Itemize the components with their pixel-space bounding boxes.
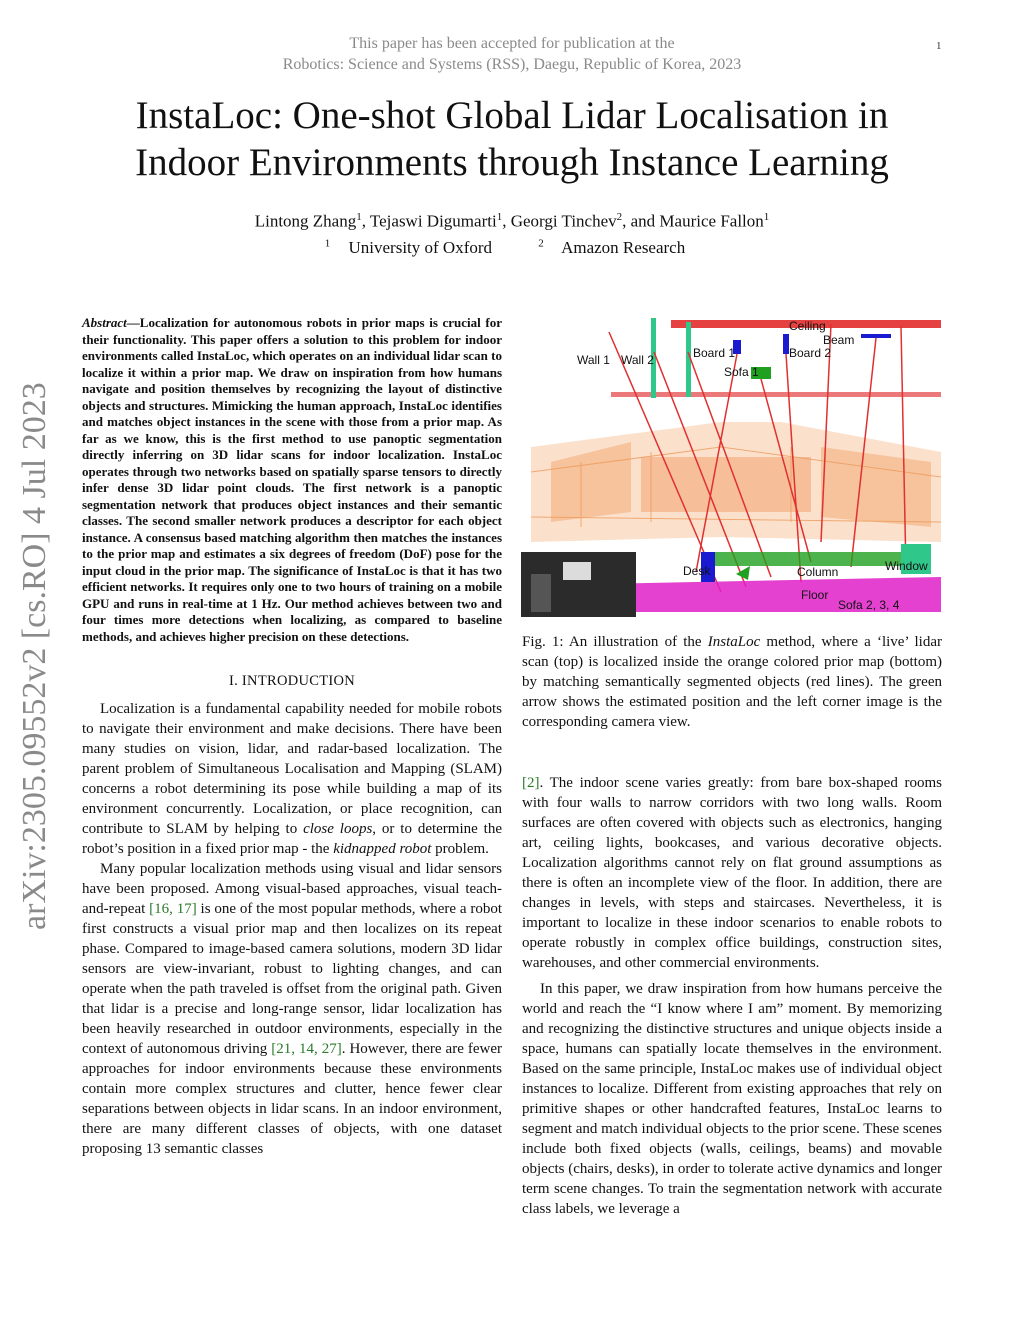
- label-beam: Beam: [823, 333, 855, 347]
- affiliations: [0, 233, 1024, 260]
- label-desk: Desk: [683, 564, 711, 578]
- citation-link[interactable]: [2]: [522, 775, 540, 791]
- title-line-2: Indoor Environments through Instance Learning: [135, 141, 889, 184]
- affiliation-mark: 1: [356, 211, 362, 223]
- abstract-text: —Localization for autonomous robots in prior maps is crucial for their functionality. This paper offers a solution to this problem for indoor environments called InstaLoc, which operates on an individual lidar scan to localize it within a prior map. We draw on inspiration from how humans navigate and position themselves by recognizing the layout of distinctive objects and structures. Mimicking the human approach, InstaLoc identifies and matches object instances in the scene with those from a prior map. As far as we know, this is the first method to use panoptic segmentation directly inferring on 3D lidar scans for indoor localization. InstaLoc operates through two networks based on spatially sparse tensors to directly infer dense 3D lidar point clouds. The first network is a panoptic segmentation network that produces object instances and their semantic classes. The second smaller network produces a descriptor for each object instance. A consensus based matching algorithm then matches the instances to the prior map and estimates a six degrees of freedom (DoF) pose for the input cloud in the prior map. The significance of InstaLoc is that it has two efficient networks. It requires only one to two hours of training on a mobile GPU and runs in real-time at 1 Hz. Our method achieves between two and four times more detections when localizing, as compared to baseline methods, and achieves higher precision on these detections.: [82, 315, 502, 644]
- label-sofa-1: Sofa 1: [724, 365, 759, 379]
- intro-paragraph-3: In this paper, we draw inspiration from how humans perceive the world and reach the “I know where I am” moment. By memorizing and recognizing the distinctive structures and unique objects inside a space, humans can spatially locate themselves in the environment. Based on the same principle, InstaLoc makes use of individual object instances to localize. Different from existing approaches that rely on primitive shapes or other handcrafted features, InstaLoc learns to segment and match individual objects to the prior scene. These scenes include both fixed objects (walls, ceilings, beams) and movable objects (chairs, desks), in order to tolerate active dynamics and longer term scene changes. To train the segmentation network with accurate class labels, we leverage a: [522, 981, 943, 1217]
- map-objects: [701, 552, 901, 566]
- label-ceiling: Ceiling: [789, 319, 826, 333]
- affiliation-mark: 2: [538, 237, 544, 250]
- affiliation-mark: 1: [763, 211, 770, 223]
- notice-line-2: Robotics: Science and Systems (RSS), Daegu, Republic of Korea, 2023: [282, 56, 742, 73]
- section-heading-introduction: I. INTRODUCTION: [228, 673, 356, 689]
- intro-paragraph-1: [82, 699, 502, 859]
- paragraph-text: , or to determine the robot’s position in a fixed prior map - the: [82, 821, 502, 857]
- arxiv-identifier: arXiv:2305.09552v2 [cs.RO] 4 Jul 2023: [16, 382, 53, 930]
- paragraph-text: . However, there are fewer approaches for indoor environments because these environments contain more complex structures and clutter, hence fewer clear separations between objects in lidar scans. In an indoor environment, there are many different classes of objects, with one dataset proposing 13 semantic classes: [82, 1041, 502, 1157]
- label-board-1: Board 1: [693, 346, 736, 360]
- emphasis-text: kidnapped robot: [333, 841, 432, 857]
- figure-1: [521, 312, 946, 617]
- author-name: , and Maurice Fallon: [622, 211, 764, 231]
- label-column: Column: [797, 565, 839, 579]
- label-board-2: Board 2: [789, 346, 832, 360]
- label-wall-2: Wall 2: [621, 353, 654, 367]
- label-wall-1: Wall 1: [577, 353, 610, 367]
- scan-beam: [861, 334, 891, 338]
- title-line-1: InstaLoc: One-shot Global Lidar Localisation in: [135, 94, 889, 137]
- publication-notice: [0, 33, 1024, 75]
- author-list: [0, 206, 1024, 233]
- caption-emphasis: InstaLoc: [707, 634, 761, 650]
- paragraph-text: is one of the most popular methods, where a robot first constructs a visual prior map and then localizes on its repeat phase. Compared to image-based camera solutions, modern 3D lidar sensors are view-invariant, robust to lighting changes, and can operate when the path traveled is offset from the original path. Given that lidar is a precise and long-range sensor, lidar localization has been heavily researched in outdoor environments, especially in the context of autonomous driving: [82, 901, 502, 1057]
- right-column: [522, 773, 942, 1219]
- camera-view-door: [531, 574, 551, 612]
- affiliation-text: University of Oxford: [344, 238, 493, 258]
- intro-paragraph-2-continued: [522, 773, 942, 973]
- affiliation-amazon: [538, 238, 699, 257]
- notice-line-1: This paper has been accepted for publication at the: [349, 35, 675, 52]
- affiliation-mark: 1: [496, 211, 503, 223]
- author-name: , Tejaswi Digumarti: [361, 211, 497, 231]
- abstract-label: Abstract: [82, 315, 127, 330]
- paragraph-text: Localization is a fundamental capability needed for mobile robots to navigate their environment and make decisions. There have been many studies on vision, lidar, and radar-based localization. The parent problem of Simultaneous Localisation and Mapping (SLAM) concerns a robot determining its pose while building a map of its environment concurrently. Localization, or place recognition, can contribute to SLAM by helping to: [82, 701, 502, 837]
- paragraph-text: problem.: [431, 841, 489, 857]
- affiliation-mark: 1: [324, 237, 331, 250]
- author-name: , Georgi Tinchev: [502, 211, 617, 231]
- page-number: 1: [936, 40, 942, 52]
- citation-link[interactable]: [16, 17]: [149, 901, 197, 917]
- abstract: [82, 315, 502, 645]
- emphasis-text: close loops: [303, 821, 373, 837]
- scan-floor-edge: [611, 392, 941, 397]
- paragraph-text: . The indoor scene varies greatly: from bare box-shaped rooms with four walls to narrow corridors with two long walls. Room surfaces are often covered with objects such as electronics, hanging art, ceiling lights, bookcases, and various decorative objects. Localization algorithms cannot rely on flat ground assumptions as there is often an incomplete view of the floor. In addition, there are changes in levels, with steps and staircases. Nevertheless, it is important to localize in these indoor scenarios to enable robots to operate robustly in complex office buildings, construction sites, warehouses, and other commercial environments.: [522, 775, 942, 971]
- author-block: [0, 206, 1024, 259]
- paragraph-text: Many popular localization methods using visual and lidar sensors have been proposed. Among visual-based approaches, visual teach-and-repeat: [82, 861, 502, 917]
- label-window: Window: [885, 559, 928, 573]
- figure-1-caption: [522, 632, 942, 732]
- paper-title: [0, 92, 1024, 186]
- affiliation-text: Amazon Research: [557, 238, 686, 258]
- caption-text: method, where a ‘live’ lidar scan (top) is localized inside the orange colored prior map (bottom) by matching semantically segmented objects (red lines). The green arrow shows the estimated position and the left corner image is the corresponding camera view.: [522, 634, 943, 730]
- citation-link[interactable]: [21, 14, 27]: [271, 1041, 342, 1057]
- label-sofa-2-3-4: Sofa 2, 3, 4: [838, 598, 900, 612]
- affiliation-oxford: [325, 238, 506, 257]
- author-name: Lintong Zhang: [254, 211, 357, 231]
- caption-text: Fig. 1: An illustration of the: [522, 634, 708, 650]
- affiliation-mark: 2: [616, 211, 623, 223]
- figure-1-illustration: [521, 312, 946, 617]
- label-floor: Floor: [801, 588, 829, 602]
- left-column: [82, 315, 502, 1159]
- intro-paragraph-2: [82, 859, 502, 1159]
- camera-view-screen: [563, 562, 591, 580]
